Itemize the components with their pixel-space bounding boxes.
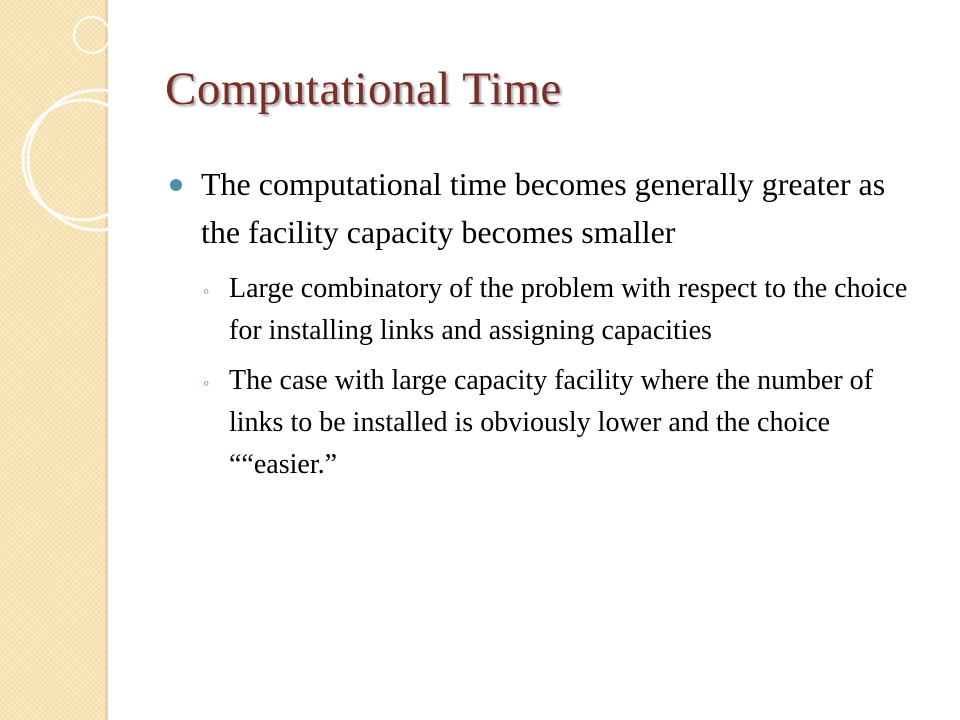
sub-bullet-ring-icon: ◦ [203,281,210,301]
sub-bullet-item [170,268,929,352]
decorative-circles [0,0,140,260]
sub-bullet-ring-icon: ◦ [203,373,210,393]
sub-bullet-item [170,360,929,486]
bullet-dot-icon [170,179,182,191]
bullet-text: The computational time becomes generally greater as the facility capacity becomes smaller [201,166,886,250]
sub-bullet-text: Large combinatory of the problem with respect to the choice for installing links and assigning capacities [229,273,908,346]
slide-title: Computational Time [165,63,562,115]
bullet-item [170,160,901,256]
slide-body [170,160,930,486]
sub-bullet-text: The case with large capacity facility where the number of links to be installed is obviously lower and the choice ““easier.” [229,365,873,480]
